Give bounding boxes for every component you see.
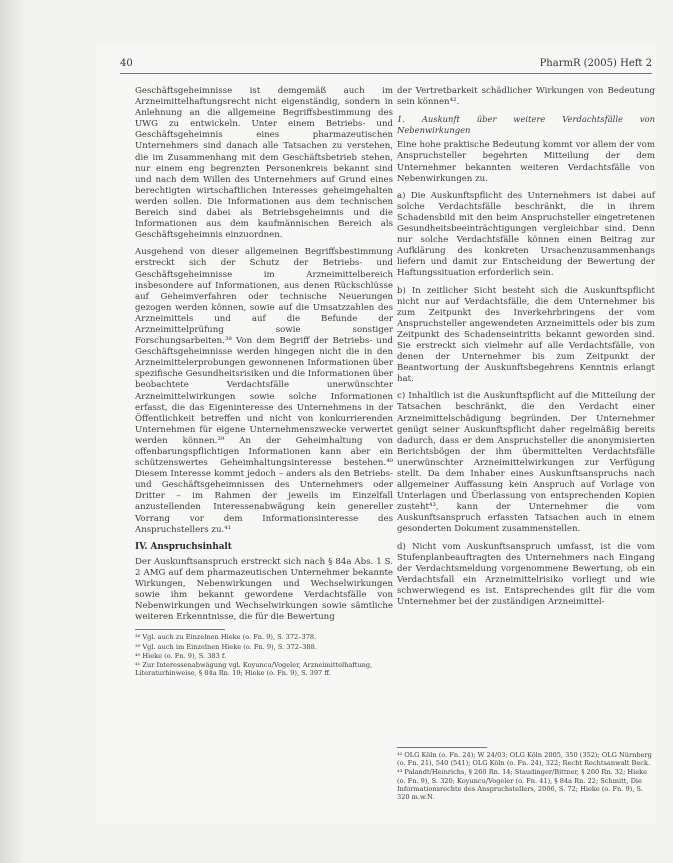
subsection-heading: 1. Auskunft über weitere Verdachtsfälle von Nebenwirkungen [397,114,655,136]
footnote: ³⁸ Vgl. auch zu Einzelnen Hieke (o. Fn. 9), S. 372–378. [135,633,317,642]
page-header [120,58,652,72]
footnote-block [397,741,655,802]
footnote: ³⁹ Vgl. auch im Einzelnen Hieke (o. Fn. 9), S. 372–388. [135,642,317,651]
paragraph: Eine hohe praktische Bedeutung kommt vor allem der vom Anspruchsteller begehrten Mitteilung der dem Unternehmer bekannten weiteren Verdachtsfälle von Nebenwirkungen zu. [397,140,655,184]
paragraph: Der Auskunftsanspruch erstreckt sich nach § 84a Abs. 1 S. 2 AMG auf dem pharmazeutischen Unternehmer bekannte Wirkungen, Nebenwirkungen und Wechselwirkungen sowie ihm bekannt gewordene Verdachtsfälle von Nebenwirkungen und Wechselwirkungen sowie sämtliche weiteren Erkenntnisse, die für die Bewertung [135,556,393,623]
footnote: ⁴² OLG Köln (o. Fn. 24); W 24/03; OLG Köln 2005, 350 (352); OLG Nürnberg (o. Fn. 21), 540 (541); OLG Köln (o. Fn. 24), 322; Recht Rechtsanwalt Beck. [397,751,652,768]
footnote: ⁴¹ Zur Interessenabwägung vgl. Koyuncu/Vogeler, Arzneimittelhaftung, Literaturhinweise, § 84a Rn. 19; Hieke (o. Fn. 9), S. 397 ff. [135,661,373,678]
paragraph: b) In zeitlicher Sicht besteht sich die Auskunftspflicht nicht nur auf Verdachtsfälle, die dem Unternehmer bis zum Zeitpunkt des Inverkehrbringens der vom Anspruchsteller angewendeten Arzneimittels oder bis zum Zeitpunkt des Schadenseintritts bekannt geworden sind. Sie erstreckt sich vielmehr auf alle Verdachtsfälle, von denen der Unternehmer bis zum Zeitpunkt der Beantwortung der Auskunftsbegehrens Kenntnis erlangt hat. [397,285,655,385]
page-gutter-shadow [0,0,26,863]
paragraph: a) Die Auskunftspflicht des Unternehmers ist dabei auf solche Verdachtsfälle beschränkt, die in ihrem Schadensbild mit den beim Anspruchsteller eingetretenen Gesundheitsbeeinträchtigungen vergleichbar sind. Denn nur solche Verdachtsfälle können einen Beitrag zur Aufklärung des konkreten Ursachenzusammenhangs liefern und damit zur Entscheidung der Bewertung der Haftungssituation erforderlich sein. [397,190,655,279]
paragraph: der Vertretbarkeit schädlicher Wirkungen von Bedeutung sein können⁴². [397,86,655,108]
page-number: 40 [120,58,133,69]
paragraph: Geschäftsgeheimnisse ist demgemäß auch im Arzneimittelhaftungsrecht nicht eigenständig, sondern in Anlehnung an die allgemeine Begriffsbestimmung des UWG zu entwickeln. Unter einem Betriebs- und Geschäftsgeheimnis eines pharmazeutischen Unternehmers sind danach alle Tatsachen zu verstehen, die im Zusammenhang mit dem Geschäftsbetrieb stehen, nur einem eng begrenzten Personenkreis bekannt sind und nach dem Willen des Unternehmers auf Grund eines berechtigten wirtschaftlichen Interesses geheimgehalten werden sollen. Die Informationen aus dem technischen Bereich sind dabei als Betriebsgeheimnis und die Informationen aus dem kaufmännischen Bereich als Geschäftsgeheimnis einzuordnen. [135,86,393,241]
footnote: ⁴³ Palandt/Heinrichs, § 260 Rn. 14; Staudinger/Bittner, § 260 Rn. 32; Hieke (o. Fn. 9), S. 320; Koyuncu/Vogeler (o. Fn. 41), § 84a Rn. 22; Schmitt, Die Informationsrechte des Anspruchstellers, 2006, S. 72; Hieke (o. Fn. 9), S. 320 m.w.N. [397,768,648,802]
footnote-rule [397,747,487,748]
header-rule [120,73,652,74]
footnote: ⁴⁰ Hieke (o. Fn. 9), S. 383 f. [135,651,227,660]
paragraph: c) Inhaltlich ist die Auskunftspflicht auf die Mitteilung der Tatsachen beschränkt, die den Verdacht einer Arzneimittelschädigung begründen. Der Unternehmer genügt seiner Auskunftspflicht daher regelmäßig bereits dadurch, dass er dem Anspruchsteller die anonymisierten Berichtsbögen der ihm übermittelten Verdachtsfälle unerwünschter Arzneimittelwirkungen zur Verfügung stellt. Da dem Inhaber eines Auskunftsanspruchs nach allgemeiner Auffassung kein Anspruch auf Vorlage von Unterlagen und Überlassung von entsprechenden Kopien zusteht⁴³, kann der Unternehmer die vom Auskunftsanspruch erfassten Tatsachen auch in einem gesonderten Dokument zusammenstellen. [397,391,655,535]
footnote-rule [135,629,225,630]
right-column [397,86,655,802]
paragraph: d) Nicht vom Auskunftsanspruch umfasst, ist die vom Stufenplanbeauftragten des Unternehmers nach Eingang der Verdachtsmeldung vorgenommene Bewertung, ob ein Verdachtsfall ein Arzneimittelrisiko vorliegt und wie schwerwiegend es ist. Entsprechendes gilt für die vom Unternehmer bei der zuständigen Arzneimittel- [397,541,655,608]
paragraph: Ausgehend von dieser allgemeinen Begriffsbestimmung erstreckt sich der Schutz der Betriebs- und Geschäftsgeheimnisse im Arzneimittelbereich insbesondere auf Informationen, aus denen Rückschlüsse auf Geheimverfahren oder technische Neuerungen gezogen werden können, sowie auf die Umsatzzahlen des Arzneimittels und auf die Befunde der Arzneimittelprüfung sowie sonstiger Forschungsarbeiten.³⁸ Von dem Begriff der Betriebs- und Geschäftsgeheimnisse werden hingegen nicht die in den Arzneimittelerprobungen gewonnenen Informationen über spezifische Gesundheitsrisiken und die Informationen über beobachtete Verdachtsfälle unerwünschter Arzneimittelwirkungen sowie solche Informationen erfasst, die das Eigeninteresse des Unternehmens in der Öffentlichkeit betreffen und nicht von konkurrierenden Unternehmen für eigene Unternehmenszwecke verwertet werden können.³⁹ An der Geheimhaltung von offenbarungspflichtigen Informationen kann aber ein schützenswertes Geheimhaltungsinteresse bestehen.⁴⁰ Diesem Interesse kommt jedoch – anders als den Betriebs- und Geschäftsgeheimnissen des Unternehmers oder Dritter – im Rahmen der jeweils im Einzelfall anzustellenden Interessenabwägung kein genereller Vorrang vor dem Informationsinteresse des Anspruchstellers zu.⁴¹ [135,247,393,535]
journal-reference: PharmR (2005) Heft 2 [539,58,652,69]
left-column [135,86,393,678]
section-heading: IV. Anspruchsinhalt [135,541,232,552]
